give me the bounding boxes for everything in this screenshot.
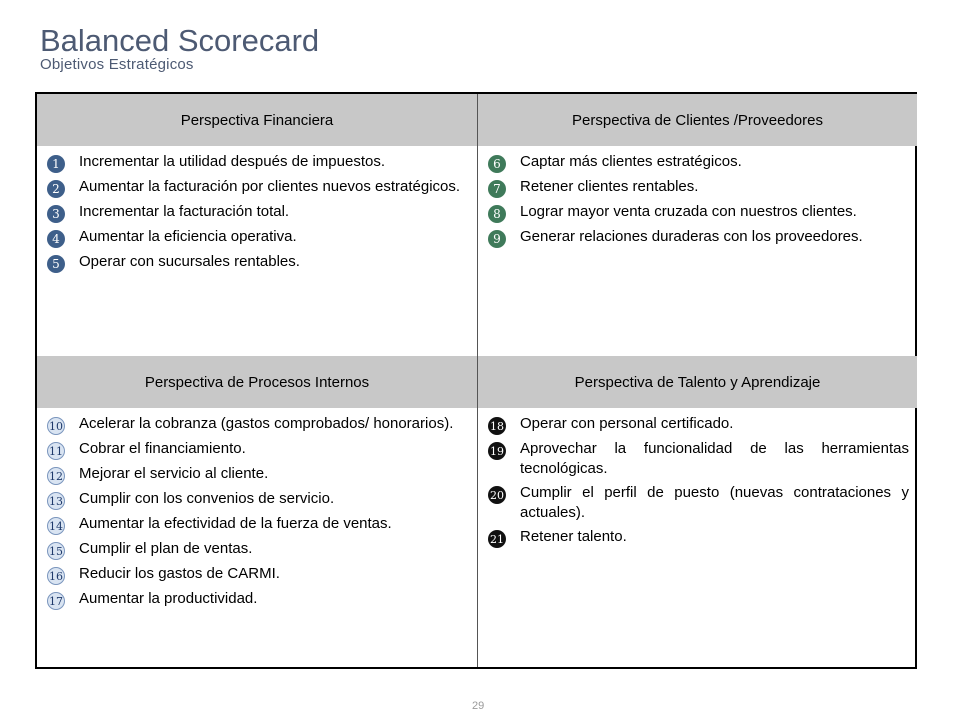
number-badge: 8 <box>488 205 506 223</box>
objective-text: Aumentar la eficiencia operativa. <box>79 228 297 245</box>
objective-text: Cumplir el perfil de puesto (nuevas contrataciones y actuales). <box>520 484 909 521</box>
number-badge: 20 <box>488 486 506 504</box>
objective-item <box>488 177 909 198</box>
objective-item <box>47 414 469 435</box>
number-badge: 6 <box>488 155 506 173</box>
objective-item <box>488 414 909 435</box>
objective-text: Captar más clientes estratégicos. <box>520 153 742 170</box>
page-subtitle: Objetivos Estratégicos <box>40 56 194 73</box>
objective-text: Cumplir con los convenios de servicio. <box>79 490 335 507</box>
objective-item <box>47 464 469 485</box>
clients-objectives <box>477 146 917 356</box>
objective-item <box>488 527 909 548</box>
page-number: 29 <box>472 700 485 712</box>
objective-item <box>47 564 469 585</box>
number-badge: 17 <box>47 592 65 610</box>
objective-text: Acelerar la cobranza (gastos comprobados/ honorarios). <box>79 415 454 432</box>
objective-text: Mejorar el servicio al cliente. <box>79 465 269 482</box>
scorecard-table <box>35 92 917 669</box>
objective-text: Incrementar la facturación total. <box>79 203 290 220</box>
objective-text: Aumentar la facturación por clientes nuevos estratégicos. <box>79 178 461 195</box>
number-badge: 3 <box>47 205 65 223</box>
objective-item <box>47 152 469 173</box>
objective-text: Retener talento. <box>520 528 627 545</box>
number-badge: 13 <box>47 492 65 510</box>
objective-text: Cumplir el plan de ventas. <box>79 540 253 557</box>
number-badge: 12 <box>47 467 65 485</box>
objective-item <box>47 589 469 610</box>
objective-text: Retener clientes rentables. <box>520 178 699 195</box>
talent-heading: Perspectiva de Talento y Aprendizaje <box>477 356 917 408</box>
number-badge: 2 <box>47 180 65 198</box>
number-badge: 4 <box>47 230 65 248</box>
objective-item <box>488 483 909 523</box>
objective-text: Reducir los gastos de CARMI. <box>79 565 280 582</box>
objective-item <box>488 227 909 248</box>
number-badge: 11 <box>47 442 65 460</box>
financial-objectives <box>37 146 477 356</box>
number-badge: 14 <box>47 517 65 535</box>
objective-item <box>47 539 469 560</box>
objective-text: Incrementar la utilidad después de impuestos. <box>79 153 386 170</box>
page-title: Balanced Scorecard <box>40 23 320 58</box>
objective-item <box>488 439 909 479</box>
objective-item <box>47 202 469 223</box>
number-badge: 15 <box>47 542 65 560</box>
objective-text: Aumentar la efectividad de la fuerza de ventas. <box>79 515 392 532</box>
objective-text: Generar relaciones duraderas con los proveedores. <box>520 228 863 245</box>
objective-text: Lograr mayor venta cruzada con nuestros clientes. <box>520 203 857 220</box>
objective-item <box>47 514 469 535</box>
objective-text: Cobrar el financiamiento. <box>79 440 246 457</box>
number-badge: 1 <box>47 155 65 173</box>
number-badge: 18 <box>488 417 506 435</box>
number-badge: 16 <box>47 567 65 585</box>
objective-item <box>488 152 909 173</box>
financial-heading: Perspectiva Financiera <box>37 94 477 146</box>
number-badge: 10 <box>47 417 65 435</box>
number-badge: 9 <box>488 230 506 248</box>
process-objectives <box>37 408 477 667</box>
objective-item <box>47 489 469 510</box>
talent-objectives <box>477 408 917 667</box>
objective-text: Operar con personal certificado. <box>520 415 734 432</box>
number-badge: 19 <box>488 442 506 460</box>
objective-item <box>47 439 469 460</box>
objective-item <box>47 177 469 198</box>
number-badge: 5 <box>47 255 65 273</box>
process-heading: Perspectiva de Procesos Internos <box>37 356 477 408</box>
objective-item <box>47 227 469 248</box>
objective-text: Aprovechar la funcionalidad de las herramientas tecnológicas. <box>520 440 909 477</box>
objective-item <box>488 202 909 223</box>
number-badge: 7 <box>488 180 506 198</box>
number-badge: 21 <box>488 530 506 548</box>
objective-text: Operar con sucursales rentables. <box>79 253 300 270</box>
objective-text: Aumentar la productividad. <box>79 590 258 607</box>
objective-item <box>47 252 469 273</box>
clients-heading: Perspectiva de Clientes /Proveedores <box>477 94 917 146</box>
